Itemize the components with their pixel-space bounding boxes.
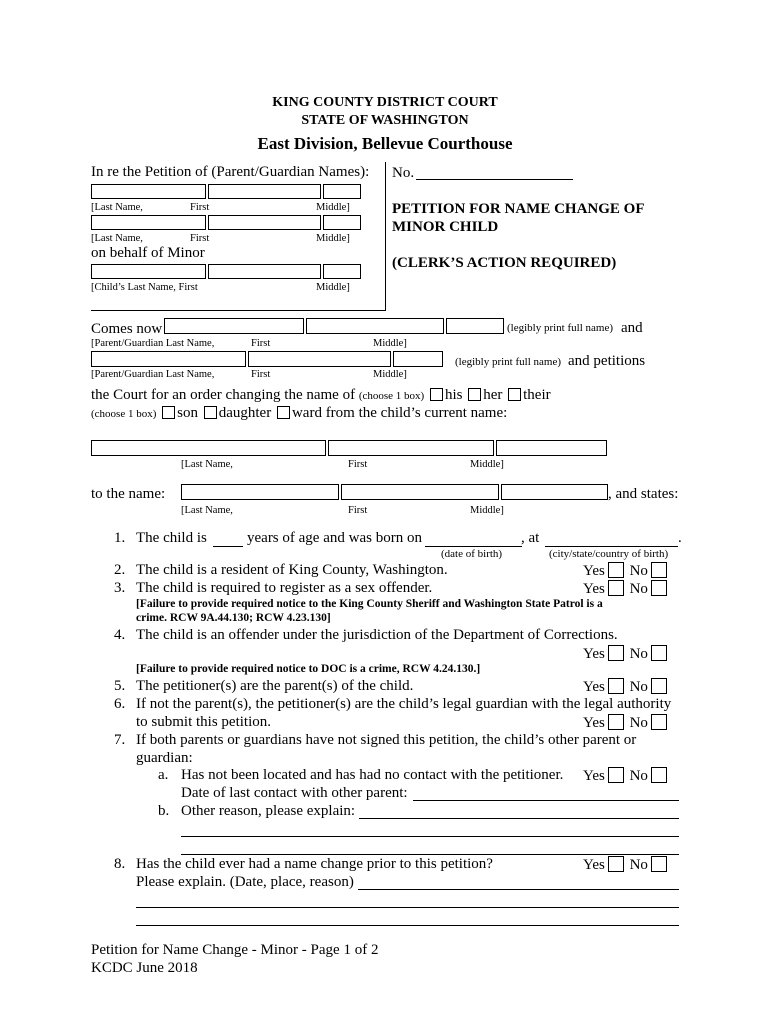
city-caption: (city/state/country of birth) (549, 548, 669, 560)
item5-no-checkbox[interactable] (651, 678, 667, 694)
current-last-name-box[interactable] (91, 440, 326, 456)
current-last-label: [Last Name, (181, 459, 233, 470)
child-middle-name-box[interactable] (323, 264, 361, 279)
and-petitions-label: and petitions (568, 353, 646, 369)
current-middle-name-box[interactable] (496, 440, 607, 456)
place-of-birth-field[interactable] (545, 546, 678, 547)
and-states-label: , and states: (608, 486, 679, 502)
item3-yes-label: Yes (583, 581, 605, 597)
pg1-last-label: [Parent/Guardian Last Name, (91, 338, 215, 349)
petitioner1-middle-box[interactable] (446, 318, 504, 334)
new-last-name-box[interactable] (181, 484, 339, 500)
petitioner2-middle-box[interactable] (393, 351, 443, 367)
child-middle-label: Middle] (316, 282, 350, 293)
child-last-name-box[interactable] (91, 264, 206, 279)
prior-name-change-field-3[interactable] (136, 925, 679, 926)
item7a-yes-label: Yes (583, 768, 605, 784)
item2-yes-no (583, 562, 669, 580)
clerk-action-label: (CLERK’S ACTION REQUIRED) (392, 255, 617, 271)
caption-bottom-rule (91, 310, 386, 311)
child-first-name-box[interactable] (208, 264, 321, 279)
item2-number: 2. (114, 562, 126, 578)
case-number-field[interactable] (416, 179, 573, 180)
other-reason-field-3[interactable] (181, 854, 679, 855)
item1-text-b: years of age and was born on (247, 530, 422, 546)
their-checkbox[interactable] (508, 388, 521, 401)
item2-yes-label: Yes (583, 563, 605, 579)
item6-yes-label: Yes (583, 715, 605, 731)
item8-text: Has the child ever had a name change prior to this petition? (136, 856, 493, 872)
daughter-label: daughter (218, 405, 272, 421)
item7b-letter: b. (158, 803, 170, 819)
item1-period: . (678, 530, 682, 546)
caption-divider (385, 162, 386, 310)
child-last-first-label: [Child’s Last Name, First (91, 282, 198, 293)
petitioner2-first-box[interactable] (248, 351, 391, 367)
item5-number: 5. (114, 678, 126, 694)
division-name: East Division, Bellevue Courthouse (257, 134, 513, 153)
petition-title-line2: MINOR CHILD (392, 219, 499, 235)
item3-note-line1: [Failure to provide required notice to the King County Sheriff and Washington State Patrol is a (136, 598, 603, 610)
item3-yes-checkbox[interactable] (608, 580, 624, 596)
pg2-first-label: First (251, 369, 271, 380)
item5-yes-checkbox[interactable] (608, 678, 624, 694)
petitioner1-last-box[interactable] (164, 318, 304, 334)
item7a-date-label: Date of last contact with other parent: (181, 785, 408, 801)
item7-number: 7. (114, 732, 126, 748)
dob-caption: (date of birth) (441, 548, 503, 560)
item7b-text: Other reason, please explain: (181, 803, 356, 819)
legibly-note-1: (legibly print full name) (507, 322, 613, 334)
item4-number: 4. (114, 627, 126, 643)
current-first-label: First (348, 459, 368, 470)
parent1-first-name-box[interactable] (208, 184, 321, 199)
pg2-last-label: [Parent/Guardian Last Name, (91, 369, 215, 380)
item4-yes-no (583, 645, 669, 663)
footer-form-id: KCDC June 2018 (91, 960, 198, 976)
item4-text: The child is an offender under the jurisdiction of the Department of Corrections. (136, 627, 618, 643)
item4-note: [Failure to provide required notice to DOC is a crime, RCW 4.24.130.] (136, 663, 481, 675)
new-last-label: [Last Name, (181, 505, 233, 516)
other-reason-field-1[interactable] (359, 818, 679, 819)
on-behalf-label: on behalf of Minor (91, 245, 205, 261)
item6-yes-no (583, 714, 669, 732)
prior-name-change-field-1[interactable] (358, 889, 679, 890)
son-checkbox[interactable] (162, 406, 175, 419)
item7a-no-checkbox[interactable] (651, 767, 667, 783)
item2-yes-checkbox[interactable] (608, 562, 624, 578)
date-of-birth-field[interactable] (425, 546, 522, 547)
item8-yes-label: Yes (583, 857, 605, 873)
item6-text-b: to submit this petition. (136, 714, 272, 730)
item7a-letter: a. (158, 767, 169, 783)
parent2-first-name-box[interactable] (208, 215, 321, 230)
item1-text-c: , at (521, 530, 540, 546)
last-contact-date-field[interactable] (413, 800, 679, 801)
pg2-middle-label: Middle] (373, 369, 407, 380)
item7a-no-label: No (629, 768, 648, 784)
his-checkbox[interactable] (430, 388, 443, 401)
new-middle-name-box[interactable] (501, 484, 608, 500)
item3-text: The child is required to register as a sex offender. (136, 580, 433, 596)
item6-yes-checkbox[interactable] (608, 714, 624, 730)
item5-yes-label: Yes (583, 679, 605, 695)
item6-text-a: If not the parent(s), the petitioner(s) are the child’s legal guardian with the legal authority (136, 696, 672, 712)
item8-explain-label: Please explain. (Date, place, reason) (136, 874, 354, 890)
pg1-first-label: First (251, 338, 271, 349)
new-first-label: First (348, 505, 368, 516)
parent1-first-label: First (190, 202, 210, 213)
footer-page-info: Petition for Name Change - Minor - Page 1 of 2 (91, 942, 379, 958)
item6-no-label: No (629, 715, 648, 731)
item3-note-line2: crime. RCW 9A.44.130; RCW 4.23.130] (136, 612, 331, 624)
item4-yes-label: Yes (583, 646, 605, 662)
item4-yes-checkbox[interactable] (608, 645, 624, 661)
item8-yes-checkbox[interactable] (608, 856, 624, 872)
court-name: KING COUNTY DISTRICT COURT (272, 95, 498, 110)
court-order-text: the Court for an order changing the name of (91, 387, 356, 403)
son-label: son (177, 405, 198, 421)
item8-yes-no (583, 856, 669, 874)
petition-title-line1: PETITION FOR NAME CHANGE OF (392, 201, 645, 217)
item3-number: 3. (114, 580, 126, 596)
item4-no-label: No (629, 646, 648, 662)
their-label: their (523, 387, 551, 403)
relation-line (91, 405, 507, 422)
other-reason-field-2[interactable] (181, 836, 679, 837)
item6-no-checkbox[interactable] (651, 714, 667, 730)
ward-label: ward from the child’s current name: (291, 405, 508, 421)
prior-name-change-field-2[interactable] (136, 907, 679, 908)
her-checkbox[interactable] (468, 388, 481, 401)
ward-checkbox[interactable] (277, 406, 290, 419)
pg1-middle-label: Middle] (373, 338, 407, 349)
item1-text-a: The child is (136, 530, 207, 546)
petitioner1-first-box[interactable] (306, 318, 444, 334)
parent2-middle-name-box[interactable] (323, 215, 361, 230)
item5-no-label: No (629, 679, 648, 695)
parent2-middle-label: Middle] (316, 233, 350, 244)
daughter-checkbox[interactable] (204, 406, 217, 419)
her-label: her (483, 387, 503, 403)
item6-number: 6. (114, 696, 126, 712)
item3-no-label: No (629, 581, 648, 597)
state-name: STATE OF WASHINGTON (301, 113, 469, 128)
item2-no-checkbox[interactable] (651, 562, 667, 578)
item7-text-a: If both parents or guardians have not signed this petition, the child’s other parent or (136, 732, 637, 748)
to-the-name-label: to the name: (91, 486, 166, 502)
item7a-yes-checkbox[interactable] (608, 767, 624, 783)
comes-now-label: Comes now (91, 321, 163, 337)
current-middle-label: Middle] (470, 459, 504, 470)
item1-number: 1. (114, 530, 126, 546)
item3-yes-no (583, 580, 669, 598)
item8-no-checkbox[interactable] (651, 856, 667, 872)
choose-note-2: (choose 1 box) (91, 408, 157, 420)
age-field[interactable] (213, 546, 243, 547)
and-label: and (621, 320, 643, 336)
case-number-label: No. (392, 165, 415, 181)
item7a-yes-no (583, 767, 669, 785)
in-re-label: In re the Petition of (Parent/Guardian Names): (91, 164, 370, 180)
item7a-text: Has not been located and has had no contact with the petitioner. (181, 767, 564, 783)
current-first-name-box[interactable] (328, 440, 494, 456)
item5-text: The petitioner(s) are the parent(s) of the child. (136, 678, 414, 694)
parent1-middle-name-box[interactable] (323, 184, 361, 199)
legibly-note-2: (legibly print full name) (455, 356, 561, 368)
parent1-last-label: [Last Name, (91, 202, 143, 213)
choose-note-1: (choose 1 box) (358, 390, 425, 402)
item8-number: 8. (114, 856, 126, 872)
item2-no-label: No (629, 563, 648, 579)
new-middle-label: Middle] (470, 505, 504, 516)
item7-text-b: guardian: (136, 750, 193, 766)
parent1-middle-label: Middle] (316, 202, 350, 213)
his-label: his (444, 387, 463, 403)
new-first-name-box[interactable] (341, 484, 499, 500)
parent2-last-name-box[interactable] (91, 215, 206, 230)
parent2-first-label: First (190, 233, 210, 244)
item5-yes-no (583, 678, 669, 696)
item4-no-checkbox[interactable] (651, 645, 667, 661)
court-order-line (91, 387, 551, 404)
petitioner2-last-box[interactable] (91, 351, 246, 367)
item8-no-label: No (629, 857, 648, 873)
parent1-last-name-box[interactable] (91, 184, 206, 199)
item3-no-checkbox[interactable] (651, 580, 667, 596)
item2-text: The child is a resident of King County, Washington. (136, 562, 448, 578)
parent2-last-label: [Last Name, (91, 233, 143, 244)
